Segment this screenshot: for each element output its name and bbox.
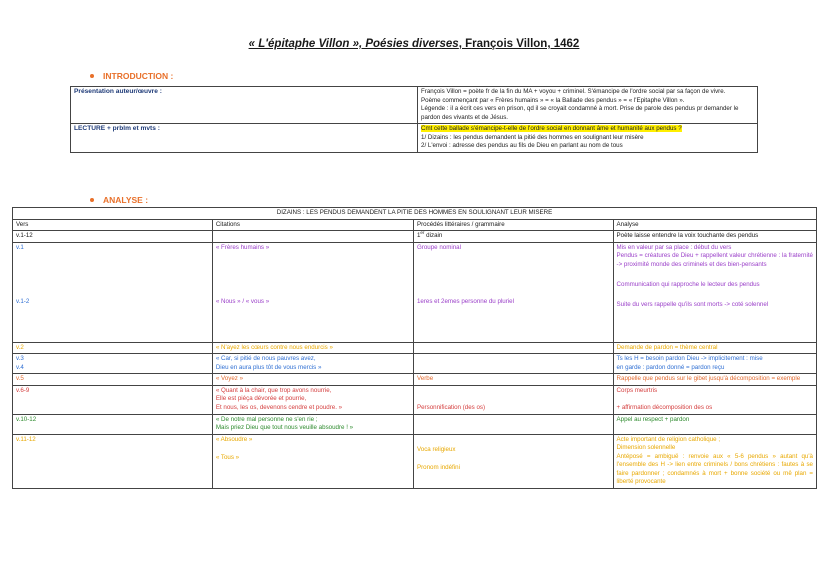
- table-cell: v.1-12: [13, 231, 213, 243]
- cell-text: Dimension solennelle: [616, 444, 676, 451]
- cell-text: + affirmation décomposition des os: [616, 404, 713, 411]
- cell-text: Dieu en aura plus tôt de vous mercis »: [215, 363, 322, 371]
- cell-text: « Frères humains »: [215, 243, 270, 251]
- cell-text: Mis en valeur par sa place : début du vers: [616, 243, 732, 251]
- table-cell: Personnification (des os): [413, 385, 613, 414]
- table-row: [13, 414, 817, 434]
- table-row: [13, 385, 817, 414]
- table-cell: [413, 342, 613, 354]
- title-work: « L'épitaphe Villon », Poésies diverses: [248, 38, 459, 50]
- table-cell: [413, 414, 613, 434]
- cell-text: Poème commençant par « Frères humains » = « la Ballade des pendus » = « l'Epitaphe Villon ».: [421, 96, 685, 104]
- cell-text: « Tous »: [215, 454, 240, 461]
- table-cell: « Voyez »: [212, 374, 413, 386]
- table-cell: [13, 354, 213, 374]
- cell-text: Acte important de religion catholique ;: [616, 435, 721, 443]
- table-cell: Verbe: [413, 374, 613, 386]
- table-cell: [418, 87, 758, 124]
- table-cell: v.10-12: [13, 414, 213, 434]
- cell-text: er: [420, 229, 425, 235]
- cell-text: Communication qui rapproche le lecteur des pendus: [616, 281, 760, 288]
- cell-text: Groupe nominal: [416, 243, 461, 251]
- bullet-icon: [90, 198, 94, 202]
- column-header: Vers: [13, 219, 213, 231]
- table-cell: Rappelle que pendus sur le gibet jusqu'à décomposition = exemple: [613, 374, 816, 386]
- table-cell: [613, 385, 816, 414]
- cell-text: 1: [416, 232, 421, 239]
- cell-text: Pronom indéfini: [416, 464, 460, 471]
- cell-text: 2/ L'envoi : adresse des pendus au fils de Dieu en parlant au nom de tous: [421, 142, 623, 149]
- cell-text: Ts les H = besoin pardon Dieu -> implicitement : mise: [616, 355, 763, 362]
- table-cell: v.5: [13, 374, 213, 386]
- cell-text: v.1: [16, 243, 24, 251]
- table-cell: Poète laisse entendre la voix touchante des pendus: [613, 231, 816, 243]
- table-header-row: [13, 219, 817, 231]
- table-row: [13, 342, 817, 354]
- cell-text: « Nous » / « vous »: [215, 298, 270, 305]
- table-cell: [613, 434, 816, 488]
- column-header: Citations: [212, 219, 413, 231]
- cell-text: Mais priez Dieu que tout nous veuille absoudre ! »: [215, 424, 354, 431]
- section-introduction: [90, 71, 173, 81]
- table-row: [13, 374, 817, 386]
- cell-text: 1/ Dizains : les pendus demandent la pitié des hommes en soulignant leur misère: [421, 133, 644, 141]
- table-cell: [212, 385, 413, 414]
- table-row: [13, 354, 817, 374]
- table-cell: Présentation auteur/œuvre :: [71, 87, 418, 124]
- title-author: , François Villon, 1462: [458, 38, 580, 50]
- table-cell: « N'ayez les cœurs contre nous endurcis »: [212, 342, 413, 354]
- cell-text: dizain: [424, 232, 443, 239]
- cell-text: « Absoudre »: [215, 435, 253, 443]
- table-cell: Demande de pardon = thème central: [613, 342, 816, 354]
- cell-text: en garde : pardon donné = pardon reçu: [616, 363, 725, 371]
- cell-text: « Car, si pitié de nous pauvres avez,: [215, 355, 316, 362]
- table-cell: [212, 354, 413, 374]
- table-cell: [418, 124, 758, 153]
- analysis-table: [12, 207, 817, 489]
- table-cell: [212, 231, 413, 243]
- intro-table: [70, 86, 758, 153]
- table-header-row: [13, 208, 817, 220]
- table-cell: v.11-12: [13, 434, 213, 488]
- table-cell: [212, 434, 413, 488]
- table-cell: [212, 414, 413, 434]
- table-cell: [613, 242, 816, 342]
- table-cell: v.6-9: [13, 385, 213, 414]
- table-cell: [413, 354, 613, 374]
- table-cell: [13, 242, 213, 342]
- table-title-cell: DIZAINS : LES PENDUS DEMANDENT LA PITIE DES HOMMES EN SOULIGNANT LEUR MISERE: [13, 208, 817, 220]
- cell-text: Voca religieux: [416, 445, 456, 453]
- cell-text: François Villon = poète fr de la fin du MA + voyou + criminel. S'émancipe de l'ordre social par sa façon de vivre.: [421, 88, 726, 95]
- table-row: [71, 124, 758, 153]
- cell-text: Elle est piéça dévorée et pourrie,: [215, 395, 307, 402]
- table-row: [13, 242, 817, 342]
- table-cell: [413, 231, 613, 243]
- table-cell: [413, 434, 613, 488]
- cell-text: « De notre mal personne ne s'en rie ;: [215, 415, 318, 423]
- table-cell: LECTURE + prblm et mvts :: [71, 124, 418, 153]
- problematic-highlight: Cmt cette ballade s'émancipe-t-elle de l'ordre social en donnant âme et humanité aux pendus ?: [421, 125, 682, 132]
- cell-text: v.3: [16, 355, 24, 362]
- section-heading: INTRODUCTION :: [103, 71, 174, 81]
- cell-text: Légende : il a écrit ces vers en prison, qd il se croyait condamné à mort. Prise de parole des pendus pr demander le pardon des vivants et de Jésus.: [421, 105, 739, 121]
- table-row: [13, 231, 817, 243]
- table-cell: [413, 242, 613, 342]
- table-cell: [613, 354, 816, 374]
- cell-text: Et nous, les os, devenons cendre et poudre. »: [215, 403, 343, 411]
- cell-text: Corps meurtris: [616, 386, 658, 394]
- cell-text: Antéposé = ambiguë : renvoie aux « 5-6 pendus » autant qu'à l'ensemble des H -> lien entre criminels / bons chrétiens : fautes à se faire pardonner ; condamnés à mort + bonne société ou mê plan = liberté provocante: [616, 452, 813, 485]
- cell-text: Suite du vers rappelle qu'ils sont morts -> coté solennel: [616, 300, 769, 308]
- column-header: Procédés littéraires / grammaire: [413, 219, 613, 231]
- page-title: [0, 38, 828, 50]
- column-header: Analyse: [613, 219, 816, 231]
- section-analyse: [90, 195, 148, 205]
- table-row: [13, 434, 817, 488]
- table-cell: [212, 242, 413, 342]
- table-cell: v.2: [13, 342, 213, 354]
- cell-text: v.4: [16, 363, 24, 371]
- section-heading: ANALYSE :: [103, 195, 149, 205]
- table-cell: Appel au respect + pardon: [613, 414, 816, 434]
- cell-text: « Quant à la chair, que trop avons nourrie,: [215, 386, 332, 394]
- cell-text: v.1-2: [16, 298, 30, 305]
- cell-text: 1eres et 2emes personne du pluriel: [416, 298, 514, 305]
- bullet-icon: [90, 74, 94, 78]
- cell-text: Pendus = créatures de Dieu + rappellent valeur chrétienne : la fraternité -> proximité monde des criminels et des bien-pensants: [616, 252, 813, 268]
- table-row: [71, 87, 758, 124]
